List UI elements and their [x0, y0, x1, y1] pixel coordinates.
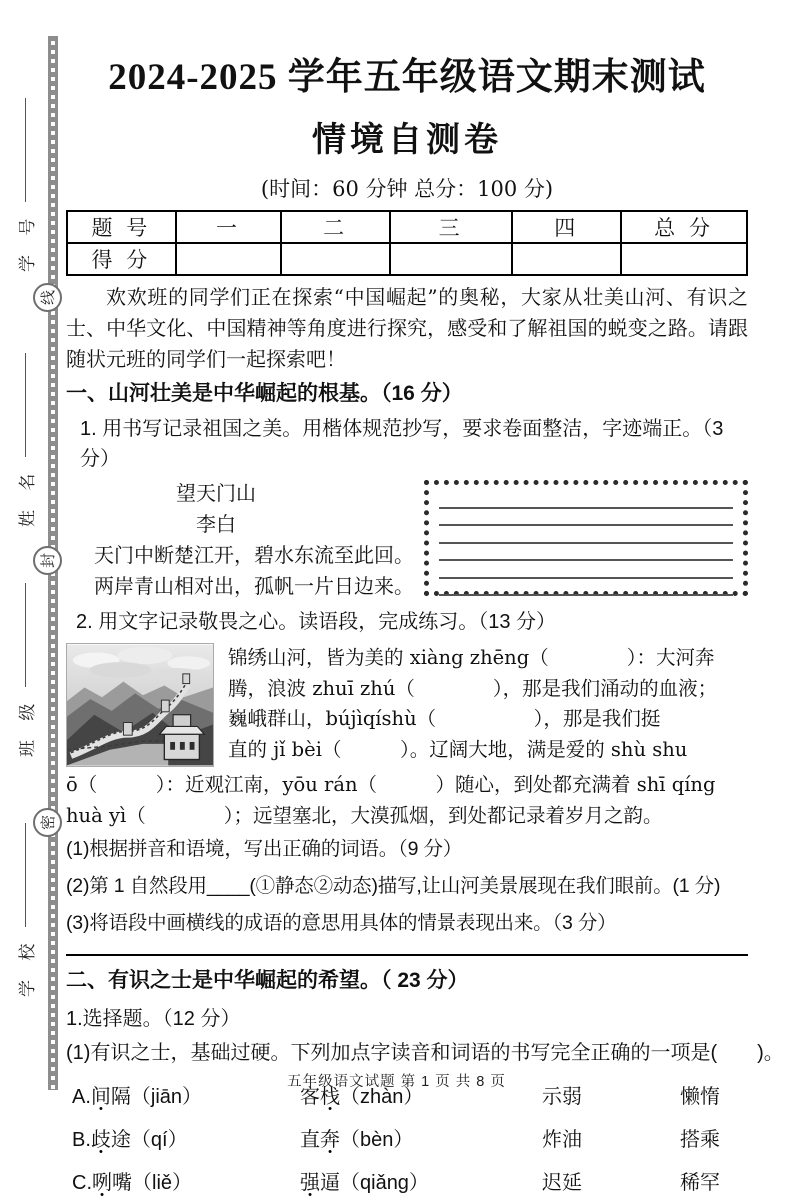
poem-line-2: 两岸青山相对出，孤帆一片日边来。 — [94, 574, 414, 598]
writing-line[interactable] — [439, 544, 733, 562]
option-c-word-4: 稀罕 — [680, 1172, 720, 1194]
score-table-score-row — [67, 243, 747, 275]
score-header-3: 三 — [390, 211, 512, 243]
class-blank[interactable] — [25, 583, 26, 687]
writing-line[interactable] — [439, 579, 733, 597]
class-label: 班 级 — [17, 696, 38, 757]
section1-q2-text: 2. 用文字记录敬畏之心。读语段，完成练习。（13 分） — [76, 611, 557, 633]
poem-title: 望天门山 — [176, 481, 256, 505]
score-cell-3[interactable] — [390, 243, 512, 275]
exam-page — [66, 0, 784, 1195]
choice-options-grid — [66, 1080, 748, 1195]
option-a-word-1[interactable]: A.间隔（jiān） — [72, 1086, 203, 1108]
seal-stamp-mi: 密 — [33, 808, 62, 837]
score-cell-2[interactable] — [281, 243, 390, 275]
writing-line[interactable] — [439, 491, 733, 509]
class-field — [12, 583, 38, 757]
poem-author: 李白 — [196, 512, 236, 536]
option-b-word-2: 直奔（bèn） — [300, 1129, 414, 1151]
score-table — [66, 210, 748, 276]
great-wall-image — [66, 643, 214, 767]
score-header-4: 四 — [512, 211, 621, 243]
student-name-blank[interactable] — [25, 353, 26, 457]
option-c-word-1[interactable]: C.咧嘴（liě） — [72, 1172, 193, 1194]
passage-line-5: ō（ ）：近观江南，yōu rán（ ）随心，到处都充满着 shī qíng — [66, 773, 716, 796]
passage-line-3: 巍峨群山，bújìqíshù（ ），那是我们挺 — [228, 707, 661, 730]
option-a-word-3: 示弱 — [542, 1086, 582, 1108]
score-header-total: 总 分 — [621, 211, 747, 243]
school-field — [12, 823, 38, 997]
student-number-blank[interactable] — [25, 98, 26, 202]
student-number-field — [12, 98, 38, 272]
option-b-word-1[interactable]: B.歧途（qí） — [72, 1129, 188, 1151]
section1-q2-sub1: (1)根据拼音和语境，写出正确的词语。（9 分） — [66, 838, 463, 860]
student-number-label: 学 号 — [17, 211, 38, 272]
intro-paragraph: 欢欢班的同学们正在探索“中国崛起”的奥秘，大家从壮美山河、有识之士、中华文化、中国精神等角度进行探究，感受和了解祖国的蜕变之路。请跟随状元班的同学们一起探索吧！ — [66, 285, 748, 371]
section2-q1-text: 1.选择题。（12 分） — [66, 1008, 241, 1030]
score-row-label: 得 分 — [67, 243, 176, 275]
score-cell-4[interactable] — [512, 243, 621, 275]
section1-q2-sub2: (2)第 1 自然段用____(①静态②动态)描写,让山河美景展现在我们眼前。(1 分) — [66, 875, 721, 897]
option-a-word-4: 懒惰 — [680, 1086, 720, 1108]
passage-with-image — [66, 643, 748, 767]
section2-q1-sub1: (1)有识之士，基础过硬。下列加点字读音和词语的书写完全正确的一项是( )。 — [66, 1042, 784, 1064]
poem-line-1: 天门中断楚江开，碧水东流至此回。 — [94, 543, 414, 567]
writing-line[interactable] — [439, 561, 733, 579]
section1-q2-sub3: (3)将语段中画横线的成语的意思用具体的情景表现出来。（3 分） — [66, 912, 617, 934]
section2-heading: 二、有识之士是中华崛起的希望。（ 23 分） — [66, 969, 469, 992]
pinyin-passage-right — [228, 643, 748, 767]
score-cell-total[interactable] — [621, 243, 747, 275]
option-c-word-3: 迟延 — [542, 1172, 582, 1194]
passage-line-4: 直的 jǐ bèi（ ）。辽阔大地，满是爱的 shù shu — [228, 737, 688, 761]
option-a-word-2: 客栈（zhàn） — [300, 1086, 424, 1108]
seal-stamp-feng: 封 — [33, 546, 62, 575]
score-header-timu: 题 号 — [67, 211, 176, 243]
score-cell-1[interactable] — [176, 243, 281, 275]
score-header-2: 二 — [281, 211, 390, 243]
section1-q1-text: 1. 用书写记录祖国之美。用楷体规范抄写，要求卷面整洁，字迹端正。（3 分） — [80, 418, 724, 470]
writing-line[interactable] — [439, 526, 733, 544]
school-blank[interactable] — [25, 823, 26, 927]
score-table-header-row — [67, 211, 747, 243]
exam-subtitle: 情境自测卷 — [312, 121, 502, 159]
poem-and-copybox — [66, 478, 748, 602]
section1-heading: 一、山河壮美是中华崛起的根基。（16 分） — [66, 382, 463, 405]
time-total-info: (时间：60 分钟 总分：100 分) — [260, 177, 554, 201]
student-name-label: 姓 名 — [17, 466, 38, 527]
option-c-word-2: 强逼（qiǎng） — [300, 1172, 429, 1194]
section-divider — [66, 954, 748, 956]
writing-line[interactable] — [439, 509, 733, 527]
passage-line-6: huà yì（ ）；远望塞北，大漠孤烟，到处都记录着岁月之韵。 — [66, 804, 663, 827]
passage-line-1: 锦绣山河，皆为美的 xiàng zhēng（ ）：大河奔 — [228, 646, 715, 669]
page-footer: 五年级语文试题 第 1 页 共 8 页 — [287, 1074, 506, 1090]
poem-block — [66, 478, 424, 602]
handwriting-copy-box[interactable] — [424, 480, 748, 596]
exam-title: 2024-2025 学年五年级语文期末测试 — [108, 57, 706, 98]
school-label: 学 校 — [17, 936, 38, 997]
pinyin-passage-full — [66, 769, 748, 831]
score-header-1: 一 — [176, 211, 281, 243]
option-b-word-3: 炸油 — [542, 1129, 582, 1151]
option-b-word-4: 搭乘 — [680, 1129, 720, 1151]
seal-stamp-line: 线 — [33, 283, 62, 312]
passage-line-2: 腾，浪波 zhuī zhú（ ），那是我们涌动的血液； — [228, 676, 718, 700]
student-name-field — [12, 353, 38, 527]
